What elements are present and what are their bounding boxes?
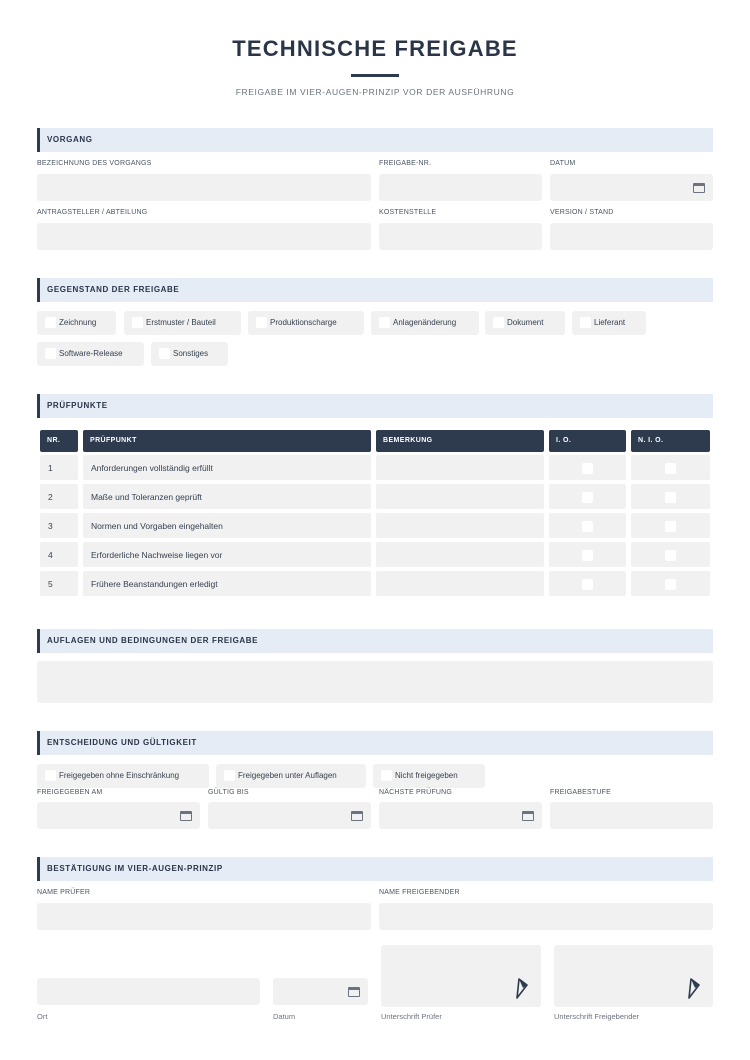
checkbox-icon[interactable] bbox=[582, 550, 593, 561]
table-row-nio-cell bbox=[631, 513, 710, 538]
table-row-nr: 1 bbox=[40, 455, 78, 480]
gueltig-bis-label: GÜLTIG BIS bbox=[208, 789, 249, 796]
option-nicht-freigegeben[interactable]: Nicht freigegeben bbox=[373, 764, 485, 788]
section-pruefpunkte-heading: PRÜFPUNKTE bbox=[47, 401, 108, 410]
calendar-icon[interactable] bbox=[522, 811, 534, 821]
checkbox-icon[interactable] bbox=[45, 348, 56, 359]
checkbox-icon[interactable] bbox=[256, 317, 267, 328]
section-auflagen-heading: AUFLAGEN UND BEDINGUNGEN DER FREIGABE bbox=[47, 636, 259, 645]
option-erstmuster[interactable]: Erstmuster / Bauteil bbox=[124, 311, 241, 335]
column-nr: NR. bbox=[40, 430, 78, 452]
calendar-icon[interactable] bbox=[348, 987, 360, 997]
calendar-icon[interactable] bbox=[351, 811, 363, 821]
column-bemerkung: BEMERKUNG bbox=[376, 430, 544, 452]
section-gegenstand-heading: GEGENSTAND DER FREIGABE bbox=[47, 285, 180, 294]
checkbox-icon[interactable] bbox=[665, 550, 676, 561]
freigabe-nr-label: FREIGABE-NR. bbox=[379, 160, 432, 167]
table-row-nr: 4 bbox=[40, 542, 78, 567]
table-row-bemerkung-field[interactable] bbox=[376, 455, 544, 480]
column-io: I. O. bbox=[549, 430, 626, 452]
section-bestaetigung bbox=[37, 857, 713, 881]
table-row-nio-cell bbox=[631, 542, 710, 567]
naechste-pruefung-field[interactable] bbox=[379, 802, 542, 829]
version-label: VERSION / STAND bbox=[550, 209, 614, 216]
checkbox-icon[interactable] bbox=[665, 521, 676, 532]
table-row-pruefpunkt: Frühere Beanstandungen erledigt bbox=[83, 571, 371, 596]
table-row-nio-cell bbox=[631, 484, 710, 509]
version-field[interactable] bbox=[550, 223, 713, 250]
table-row-pruefpunkt: Maße und Toleranzen geprüft bbox=[83, 484, 371, 509]
section-entscheidung bbox=[37, 731, 713, 755]
checkbox-icon[interactable] bbox=[665, 492, 676, 503]
datum-field[interactable] bbox=[550, 174, 713, 201]
antragsteller-label: ANTRAGSTELLER / ABTEILUNG bbox=[37, 209, 148, 216]
name-freigebender-field[interactable] bbox=[379, 903, 713, 930]
table-row-bemerkung-field[interactable] bbox=[376, 571, 544, 596]
table-row-nio-cell bbox=[631, 571, 710, 596]
table-row-nr: 5 bbox=[40, 571, 78, 596]
checkbox-icon[interactable] bbox=[582, 579, 593, 590]
table-row-nr: 2 bbox=[40, 484, 78, 509]
freigegeben-am-field[interactable] bbox=[37, 802, 200, 829]
signature-freigebender-field[interactable] bbox=[554, 945, 713, 1007]
table-row-io-cell bbox=[549, 455, 626, 480]
section-pruefpunkte bbox=[37, 394, 713, 418]
freigabestufe-field[interactable] bbox=[550, 802, 713, 829]
checkbox-icon[interactable] bbox=[159, 348, 170, 359]
option-produktionscharge[interactable]: Produktionscharge bbox=[248, 311, 364, 335]
section-auflagen bbox=[37, 629, 713, 653]
freigabestufe-label: FREIGABESTUFE bbox=[550, 789, 611, 796]
naechste-pruefung-label: NÄCHSTE PRÜFUNG bbox=[379, 789, 453, 796]
checkbox-icon[interactable] bbox=[45, 770, 56, 781]
page-subtitle: FREIGABE IM VIER-AUGEN-PRINZIP VOR DER AUSFÜHRUNG bbox=[235, 87, 515, 97]
option-software-release[interactable]: Software-Release bbox=[37, 342, 144, 366]
checkbox-icon[interactable] bbox=[45, 317, 56, 328]
checkbox-icon[interactable] bbox=[493, 317, 504, 328]
section-entscheidung-heading: ENTSCHEIDUNG UND GÜLTIGKEIT bbox=[47, 738, 197, 747]
checkbox-icon[interactable] bbox=[379, 317, 390, 328]
section-gegenstand bbox=[37, 278, 713, 302]
datum-signature-label: Datum bbox=[273, 1012, 296, 1021]
freigegeben-am-label: FREIGEGEBEN AM bbox=[37, 789, 103, 796]
datum-signature-field[interactable] bbox=[273, 978, 368, 1005]
table-row-bemerkung-field[interactable] bbox=[376, 484, 544, 509]
pen-icon bbox=[687, 977, 701, 999]
column-nio: N. I. O. bbox=[631, 430, 710, 452]
table-row-io-cell bbox=[549, 571, 626, 596]
calendar-icon[interactable] bbox=[180, 811, 192, 821]
ort-label: Ort bbox=[37, 1012, 48, 1021]
ort-field[interactable] bbox=[37, 978, 260, 1005]
table-row-pruefpunkt: Erforderliche Nachweise liegen vor bbox=[83, 542, 371, 567]
kostenstelle-label: KOSTENSTELLE bbox=[379, 209, 437, 216]
checkbox-icon[interactable] bbox=[665, 463, 676, 474]
page-title: TECHNISCHE FREIGABE bbox=[232, 36, 518, 61]
column-pruefpunkt: PRÜFPUNKT bbox=[83, 430, 371, 452]
checkbox-icon[interactable] bbox=[132, 317, 143, 328]
pen-icon bbox=[515, 977, 529, 999]
section-bestaetigung-heading: BESTÄTIGUNG IM VIER-AUGEN-PRINZIP bbox=[47, 864, 223, 873]
checkbox-icon[interactable] bbox=[582, 521, 593, 532]
table-row-pruefpunkt: Normen und Vorgaben eingehalten bbox=[83, 513, 371, 538]
kostenstelle-field[interactable] bbox=[379, 223, 542, 250]
bezeichnung-field[interactable] bbox=[37, 174, 371, 201]
option-lieferant[interactable]: Lieferant bbox=[572, 311, 646, 335]
option-sonstiges[interactable]: Sonstiges bbox=[151, 342, 228, 366]
title-divider bbox=[351, 74, 399, 77]
checkbox-icon[interactable] bbox=[381, 770, 392, 781]
name-pruefer-label: NAME PRÜFER bbox=[37, 889, 91, 896]
name-pruefer-field[interactable] bbox=[37, 903, 371, 930]
table-row-io-cell bbox=[549, 513, 626, 538]
table-row-bemerkung-field[interactable] bbox=[376, 513, 544, 538]
datum-label: DATUM bbox=[550, 160, 576, 167]
option-freigegeben-ohne[interactable]: Freigegeben ohne Einschränkung bbox=[37, 764, 209, 788]
option-anlagenaenderung[interactable]: Anlagenänderung bbox=[371, 311, 479, 335]
table-row-nio-cell bbox=[631, 455, 710, 480]
table-row-io-cell bbox=[549, 484, 626, 509]
calendar-icon[interactable] bbox=[693, 183, 705, 193]
table-row-bemerkung-field[interactable] bbox=[376, 542, 544, 567]
auflagen-field[interactable] bbox=[37, 661, 713, 703]
option-freigegeben-auflagen[interactable]: Freigegeben unter Auflagen bbox=[216, 764, 366, 788]
antragsteller-field[interactable] bbox=[37, 223, 371, 250]
table-row-pruefpunkt: Anforderungen vollständig erfüllt bbox=[83, 455, 371, 480]
checkbox-icon[interactable] bbox=[224, 770, 235, 781]
signature-pruefer-field[interactable] bbox=[381, 945, 541, 1007]
section-vorgang bbox=[37, 128, 713, 152]
checkbox-icon[interactable] bbox=[580, 317, 591, 328]
checkbox-icon[interactable] bbox=[665, 579, 676, 590]
section-vorgang-heading: VORGANG bbox=[47, 135, 93, 144]
freigabe-nr-field[interactable] bbox=[379, 174, 542, 201]
checkbox-icon[interactable] bbox=[582, 463, 593, 474]
name-freigebender-label: NAME FREIGEBENDER bbox=[379, 889, 460, 896]
table-row-io-cell bbox=[549, 542, 626, 567]
option-dokument[interactable]: Dokument bbox=[485, 311, 565, 335]
unterschrift-pruefer-label: Unterschrift Prüfer bbox=[381, 1012, 442, 1021]
gueltig-bis-field[interactable] bbox=[208, 802, 371, 829]
option-zeichnung[interactable]: Zeichnung bbox=[37, 311, 116, 335]
table-row-nr: 3 bbox=[40, 513, 78, 538]
checkbox-icon[interactable] bbox=[582, 492, 593, 503]
bezeichnung-label: BEZEICHNUNG DES VORGANGS bbox=[37, 160, 152, 167]
unterschrift-freigebender-label: Unterschrift Freigebender bbox=[554, 1012, 640, 1021]
